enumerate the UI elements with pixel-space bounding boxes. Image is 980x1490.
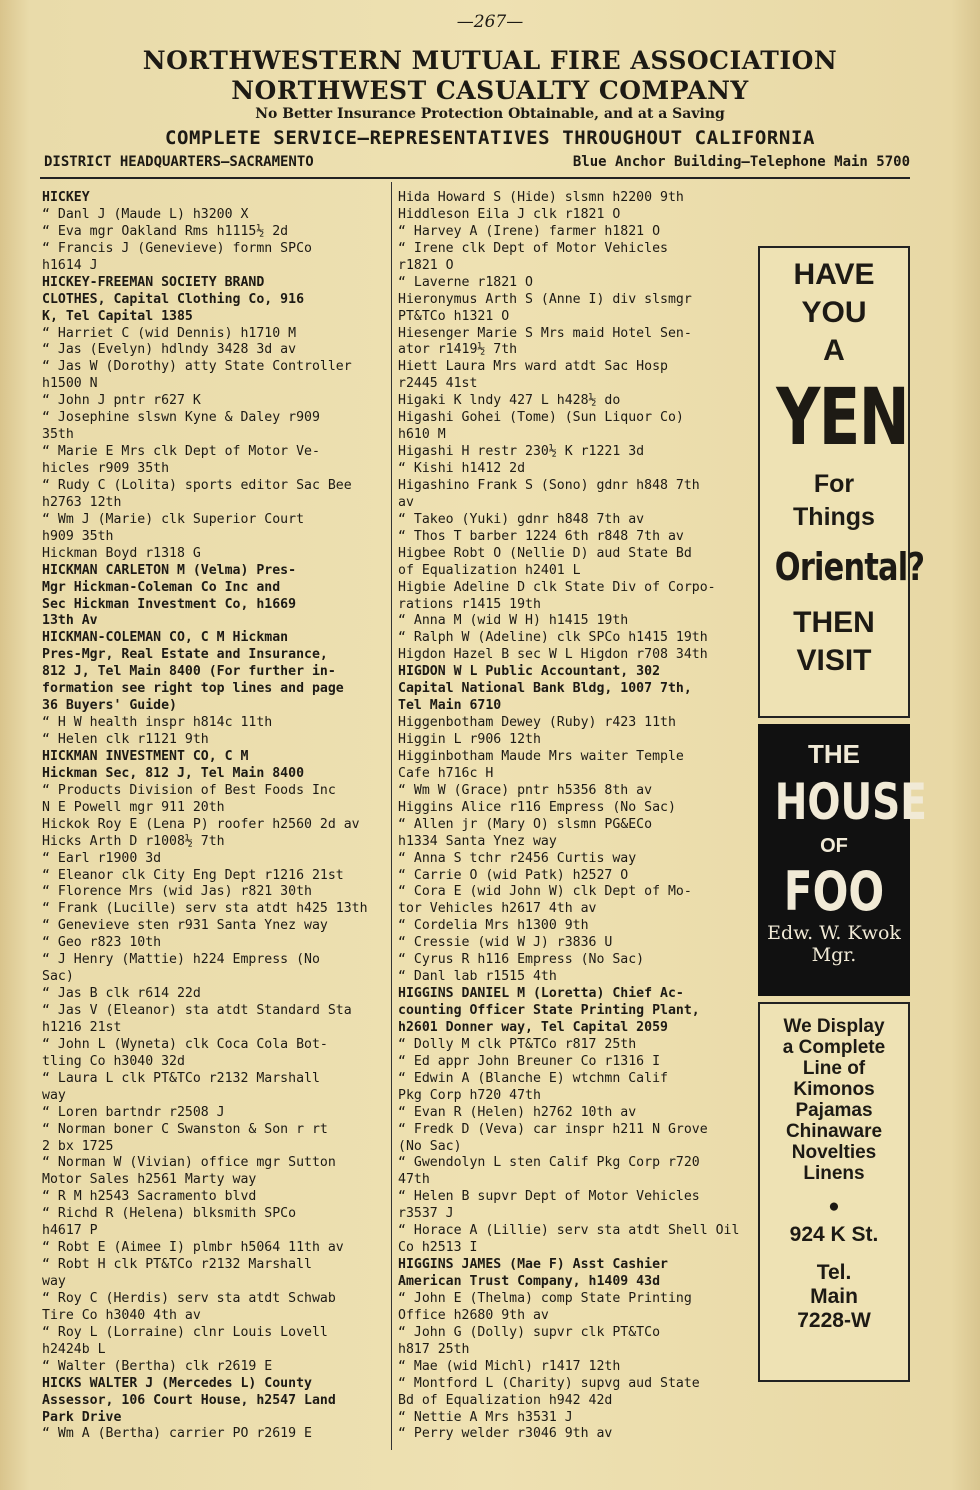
ad-display-line: Pajamas xyxy=(795,1100,873,1121)
directory-entry-line: “ Wm W (Grace) pntr h5356 8th av xyxy=(398,782,653,798)
directory-entry-line: “ Horace A (Lillie) serv sta atdt Shell Oil xyxy=(398,1223,740,1239)
directory-entry-line: formation see right top lines and page xyxy=(42,681,344,697)
directory-entry-line: Hiesenger Marie S Mrs maid Hotel Sen- xyxy=(398,325,692,341)
directory-entry-line: “ Takeo (Yuki) gdnr h848 7th av xyxy=(398,511,645,527)
directory-entry-line: PT&TCo h1321 O xyxy=(398,308,510,324)
directory-entry-line: “ Jas V (Eleanor) sta atdt Standard Sta xyxy=(42,1003,352,1018)
directory-entry-line: Higgin L r906 12th xyxy=(398,732,541,747)
directory-entry-line: “ Robt E (Aimee I) plmbr h5064 11th av xyxy=(42,1240,344,1256)
directory-entry-line: hicles r909 35th xyxy=(42,461,170,476)
directory-entry-line: Pkg Corp h720 47th xyxy=(398,1087,541,1103)
directory-entry-line: “ Gwendolyn L sten Calif Pkg Corp r720 xyxy=(398,1155,700,1171)
ad-display-lines xyxy=(760,1016,908,1184)
directory-entry-line: Sec Hickman Investment Co, h1669 xyxy=(42,596,297,612)
ad-foo-title: Mgr. xyxy=(811,944,857,966)
directory-entry-line: Hickman Boyd r1318 G xyxy=(42,545,201,561)
directory-entry-line: Sac) xyxy=(42,969,74,985)
ad-display-tel-exchange: Main xyxy=(810,1285,858,1308)
directory-entry-line: “ Dolly M clk PT&TCo r817 25th xyxy=(398,1036,637,1052)
directory-entry-line: 36 Buyers' Guide) xyxy=(42,698,177,714)
directory-entry-line: HICKS WALTER J (Mercedes L) County xyxy=(42,1375,312,1391)
directory-entry-line: “ Frank (Lucille) serv sta atdt h425 13th xyxy=(42,901,368,917)
directory-entry-line: “ Laura L clk PT&TCo r2132 Marshall xyxy=(42,1070,320,1086)
directory-entry-line: HICKMAN CARLETON M (Velma) Pres- xyxy=(42,562,297,578)
header-company-2: NORTHWEST CASUALTY COMPANY xyxy=(231,76,749,105)
directory-entry-line: Hickman Sec, 812 J, Tel Main 8400 xyxy=(42,765,305,781)
directory-entry-line: “ Cressie (wid W J) r3836 U xyxy=(398,935,613,951)
directory-entry-line: “ Jas (Evelyn) hdlndy 3428 3d av xyxy=(42,342,297,358)
directory-entry-line: “ Helen clk r1121 9th xyxy=(42,732,209,747)
directory-entry-line: Assessor, 106 Court House, h2547 Land xyxy=(42,1392,336,1408)
directory-entry-line: “ Mae (wid Michl) r1417 12th xyxy=(398,1358,621,1374)
directory-entry-line: “ Norman boner C Swanston & Son r rt xyxy=(42,1121,328,1137)
ad-yen-you: YOU xyxy=(801,296,867,329)
directory-entry-line: 47th xyxy=(398,1172,430,1188)
directory-entry-line: ator r1419½ 7th xyxy=(398,342,518,358)
directory-entry-line: h1500 N xyxy=(42,376,98,392)
directory-entry-line: “ Montford L (Charity) supvg aud State xyxy=(398,1375,700,1391)
directory-entry-line: “ Geo r823 10th xyxy=(42,935,162,951)
ad-yen-for: For xyxy=(813,470,855,498)
directory-entry-line: “ Nettie A Mrs h3531 J xyxy=(398,1409,573,1425)
directory-entry-line: Higashino Frank S (Sono) gdnr h848 7th xyxy=(398,477,700,493)
directory-entry-line: “ Harvey A (Irene) farmer h1821 O xyxy=(398,223,661,239)
ad-yen-visit: VISIT xyxy=(796,644,872,677)
directory-entry-line: Higgenbotham Dewey (Ruby) r423 11th xyxy=(398,715,676,731)
directory-entry-line: “ Laverne r1821 O xyxy=(398,274,533,290)
directory-entry-line: “ Edwin A (Blanche E) wtchmn Calif xyxy=(398,1070,668,1086)
directory-entry-line: “ Perry welder r3046 9th av xyxy=(398,1426,613,1442)
directory-entry-line: “ Cyrus R h116 Empress (No Sac) xyxy=(398,952,645,968)
directory-entry-line: Higbie Adeline D clk State Div of Corpo- xyxy=(398,579,716,595)
directory-entry-line: HICKEY-FREEMAN SOCIETY BRAND xyxy=(42,274,265,290)
ad-foo-the: THE xyxy=(808,739,860,769)
directory-entry-line: h1614 J xyxy=(42,257,98,273)
directory-entry-line: “ Kishi h1412 2d xyxy=(398,461,526,476)
directory-entry-line: counting Officer State Printing Plant, xyxy=(398,1003,700,1018)
directory-entry-line: r3537 J xyxy=(398,1206,454,1222)
directory-entry-line: h817 25th xyxy=(398,1341,470,1357)
directory-entry-line: “ John L (Wyneta) clk Coca Cola Bot- xyxy=(42,1036,328,1052)
ad-foo-of: OF xyxy=(820,835,848,857)
directory-entry-line: h2424b L xyxy=(42,1341,106,1357)
ad-have-you-a-yen xyxy=(758,246,925,718)
header-service: COMPLETE SERVICE—REPRESENTATIVES THROUGHOUT CALIFORNIA xyxy=(164,127,816,149)
ad-display-line: Linens xyxy=(803,1163,865,1184)
directory-entry-line: “ Anna S tchr r2456 Curtis way xyxy=(398,850,637,866)
header-rule xyxy=(40,177,910,179)
directory-entry-line: “ Irene clk Dept of Motor Vehicles xyxy=(398,240,668,256)
directory-entry-line: “ Wm A (Bertha) carrier PO r2619 E xyxy=(42,1426,312,1442)
directory-entry-line: Mgr Hickman-Coleman Co Inc and xyxy=(42,579,281,595)
ad-display-address: 924 K St. xyxy=(789,1223,879,1246)
directory-entry-line: 35th xyxy=(42,427,74,443)
directory-entry-line: HIGGINS DANIEL M (Loretta) Chief Ac- xyxy=(398,986,684,1002)
directory-entry-line: h1334 Santa Ynez way xyxy=(398,833,557,849)
directory-entry-line: “ J Henry (Mattie) h224 Empress (No xyxy=(42,952,320,968)
directory-entry-line: r2445 41st xyxy=(398,376,478,392)
directory-entry-line: h4617 P xyxy=(42,1223,98,1239)
directory-entry-line: Hickok Roy E (Lena P) roofer h2560 2d av xyxy=(42,816,360,832)
directory-entry-line: “ Ralph W (Adeline) clk SPCo h1415 19th xyxy=(398,630,708,646)
directory-entry-line: N E Powell mgr 911 20th xyxy=(42,799,225,815)
directory-entry-line: av xyxy=(398,494,414,510)
header-district xyxy=(44,154,910,170)
ad-display-line: Chinaware xyxy=(785,1121,883,1142)
directory-entry-line: “ Products Division of Best Foods Inc xyxy=(42,782,336,798)
directory-entry-line: Motor Sales h2561 Marty way xyxy=(42,1172,257,1188)
directory-entry-line: “ John E (Thelma) comp State Printing xyxy=(398,1290,692,1306)
directory-entry-line: “ Cora E (wid John W) clk Dept of Mo- xyxy=(398,884,692,900)
directory-entry-line: “ Helen B supvr Dept of Motor Vehicles xyxy=(398,1189,700,1205)
directory-entry-line: Cafe h716c H xyxy=(398,765,494,781)
directory-entry-line: Higashi Gohei (Tome) (Sun Liquor Co) xyxy=(398,410,684,426)
directory-entry-line: American Trust Company, h1409 43d xyxy=(398,1274,661,1289)
directory-entry-line: h1216 21st xyxy=(42,1019,122,1035)
ad-display-line: Novelties xyxy=(791,1142,877,1163)
listing-column-right xyxy=(398,190,752,1443)
directory-entry-line: “ Thos T barber 1224 6th r848 7th av xyxy=(398,528,684,544)
directory-entry-line: “ Danl lab r1515 4th xyxy=(398,969,557,985)
ad-yen-have: HAVE xyxy=(793,258,875,291)
directory-entry-line: HIGGINS JAMES (Mae F) Asst Cashier xyxy=(398,1257,668,1273)
directory-entry-line: “ H W health inspr h814c 11th xyxy=(42,715,273,731)
directory-entry-line: “ John G (Dolly) supvr clk PT&TCo xyxy=(398,1324,661,1340)
directory-entry-line: r1821 O xyxy=(398,257,454,273)
ad-house-of-foo xyxy=(758,724,927,996)
directory-entry-line: “ Richd R (Helena) blksmith SPCo xyxy=(42,1206,297,1222)
district-headquarters: DISTRICT HEADQUARTERS—SACRAMENTO xyxy=(44,154,314,170)
ad-display-bullet: ● xyxy=(828,1196,840,1217)
ad-yen-a: A xyxy=(823,334,845,367)
directory-entry-line: “ Norman W (Vivian) office mgr Sutton xyxy=(42,1155,336,1171)
directory-entry-line: “ Robt H clk PT&TCo r2132 Marshall xyxy=(42,1257,312,1273)
directory-entry-line: Bd of Equalization h942 42d xyxy=(398,1392,613,1408)
directory-entry-line: “ Harriet C (wid Dennis) h1710 M xyxy=(42,325,297,341)
directory-entry-line: “ Roy C (Herdis) serv sta atdt Schwab xyxy=(42,1290,336,1306)
directory-entry-line: Tel Main 6710 xyxy=(398,698,502,714)
ad-display-line: Line of xyxy=(802,1058,866,1079)
directory-entry-line: h2763 12th xyxy=(42,494,122,510)
directory-entry-line: HICKEY xyxy=(42,190,90,205)
ad-foo-house: HOUSE xyxy=(774,773,927,831)
ad-yen-things: Things xyxy=(793,503,875,531)
directory-entry-line: “ Genevieve sten r931 Santa Ynez way xyxy=(42,918,328,934)
ad-yen-word: YEN xyxy=(776,373,909,463)
directory-entry-line: Higashi H restr 230½ K r1221 3d xyxy=(398,444,645,460)
directory-entry-line: CLOTHES, Capital Clothing Co, 916 xyxy=(42,291,305,307)
directory-entry-line: h610 M xyxy=(398,427,446,443)
directory-entry-line: Higginbotham Maude Mrs waiter Temple xyxy=(398,748,684,764)
directory-entry-line: “ Roy L (Lorraine) clnr Louis Lovell xyxy=(42,1324,328,1340)
directory-entry-line: HICKMAN INVESTMENT CO, C M xyxy=(42,748,249,764)
header-tagline: No Better Insurance Protection Obtainable, and at a Saving xyxy=(255,106,725,122)
ad-we-display xyxy=(758,1002,910,1382)
directory-entry-line: “ R M h2543 Sacramento blvd xyxy=(42,1189,257,1205)
directory-entry-line: “ Francis J (Genevieve) formn SPCo xyxy=(42,240,312,256)
ad-display-line: We Display xyxy=(783,1016,885,1037)
directory-entry-line: “ Jas B clk r614 22d xyxy=(42,986,201,1002)
directory-entry-line: of Equalization h2401 L xyxy=(398,562,581,578)
directory-entry-line: “ Walter (Bertha) clk r2619 E xyxy=(42,1358,273,1374)
directory-entry-line: “ John J pntr r627 K xyxy=(42,393,201,409)
directory-entry-line: “ Carrie O (wid Patk) h2527 O xyxy=(398,867,629,883)
ad-display-tel: Tel. xyxy=(816,1261,852,1284)
directory-entry-line: “ Marie E Mrs clk Dept of Motor Ve- xyxy=(42,444,320,460)
directory-entry-line: h909 35th xyxy=(42,528,114,544)
directory-entry-line: Higaki K lndy 427 L h428½ do xyxy=(398,393,621,409)
directory-entry-line: way xyxy=(42,1274,66,1289)
directory-entry-line: Capital National Bank Bldg, 1007 7th, xyxy=(398,681,692,697)
directory-entry-line: way xyxy=(42,1087,66,1103)
directory-entry-line: tling Co h3040 32d xyxy=(42,1053,185,1069)
directory-entry-line: Hiett Laura Mrs ward atdt Sac Hosp xyxy=(398,359,668,375)
directory-entry-line: Hicks Arth D r1008½ 7th xyxy=(42,833,225,849)
column-divider xyxy=(391,182,392,1450)
directory-entry-line: “ Rudy C (Lolita) sports editor Sac Bee xyxy=(42,477,352,493)
directory-entry-line: “ Loren bartndr r2508 J xyxy=(42,1104,225,1120)
directory-entry-line: h2601 Donner way, Tel Capital 2059 xyxy=(398,1019,668,1035)
directory-entry-line: “ Josephine slswn Kyne & Daley r909 xyxy=(42,410,320,426)
directory-entry-line: “ Cordelia Mrs h1300 9th xyxy=(398,918,589,934)
directory-entry-line: “ Eva mgr Oakland Rms h1115½ 2d xyxy=(42,223,289,239)
directory-entry-line: tor Vehicles h2617 4th av xyxy=(398,901,597,917)
directory-entry-line: (No Sac) xyxy=(398,1138,462,1154)
directory-entry-line: “ Wm J (Marie) clk Superior Court xyxy=(42,511,305,527)
directory-entry-line: Higgins Alice r116 Empress (No Sac) xyxy=(398,799,676,815)
ad-display-tel-number: 7228-W xyxy=(797,1309,871,1332)
directory-entry-line: “ Fredk D (Veva) car inspr h211 N Grove xyxy=(398,1121,708,1137)
directory-entry-line: Co h2513 I xyxy=(398,1240,478,1256)
header-company-1: NORTHWESTERN MUTUAL FIRE ASSOCIATION xyxy=(142,46,838,75)
directory-entry-line: K, Tel Capital 1385 xyxy=(42,308,193,324)
directory-entry-line: “ Danl J (Maude L) h3200 X xyxy=(42,206,249,222)
ad-foo-owner: Edw. W. Kwok xyxy=(767,922,901,944)
directory-entry-line: “ Eleanor clk City Eng Dept r1216 21st xyxy=(42,867,344,883)
directory-entry-line: HICKMAN-COLEMAN CO, C M Hickman xyxy=(42,630,289,646)
directory-entry-line: “ Earl r1900 3d xyxy=(42,850,162,866)
ad-yen-oriental: Oriental? xyxy=(774,545,925,589)
directory-entry-line: 13th Av xyxy=(42,613,98,629)
ad-foo-name: FOO xyxy=(783,860,885,923)
directory-entry-line: 2 bx 1725 xyxy=(42,1138,114,1154)
ad-display-line: Kimonos xyxy=(793,1079,875,1100)
directory-entry-line: “ Jas W (Dorothy) atty State Controller xyxy=(42,359,352,375)
directory-entry-line: Park Drive xyxy=(42,1409,122,1425)
district-building: Blue Anchor Building—Telephone Main 5700 xyxy=(572,154,910,170)
directory-entry-line: “ Anna M (wid W H) h1415 19th xyxy=(398,613,629,629)
directory-entry-line: “ Allen jr (Mary O) slsmn PG&ECo xyxy=(398,816,653,832)
listing-column-left xyxy=(42,190,386,1443)
directory-entry-line: 812 J, Tel Main 8400 (For further in- xyxy=(42,664,336,680)
directory-entry-line: Pres-Mgr, Real Estate and Insurance, xyxy=(42,647,328,663)
directory-entry-line: Hiddleson Eila J clk r1821 O xyxy=(398,206,621,222)
directory-entry-line: Higdon Hazel B sec W L Higdon r708 34th xyxy=(398,647,708,663)
directory-entry-line: HIGDON W L Public Accountant, 302 xyxy=(398,664,661,680)
directory-entry-line: “ Ed appr John Breuner Co r1316 I xyxy=(398,1053,661,1069)
directory-entry-line: “ Evan R (Helen) h2762 10th av xyxy=(398,1104,637,1120)
directory-entry-line: “ Florence Mrs (wid Jas) r821 30th xyxy=(42,884,312,900)
directory-entry-line: rations r1415 19th xyxy=(398,596,541,612)
ad-display-line: a Complete xyxy=(782,1037,886,1058)
page-number: —267— xyxy=(456,12,524,32)
directory-entry-line: Hida Howard S (Hide) slsmn h2200 9th xyxy=(398,190,684,205)
directory-entry-line: Higbee Robt O (Nellie D) aud State Bd xyxy=(398,545,692,561)
directory-entry-line: Tire Co h3040 4th av xyxy=(42,1307,201,1323)
ad-yen-then: THEN xyxy=(793,606,875,639)
directory-entry-line: Office h2680 9th av xyxy=(398,1307,549,1323)
directory-entry-line: Hieronymus Arth S (Anne I) div slsmgr xyxy=(398,291,692,307)
